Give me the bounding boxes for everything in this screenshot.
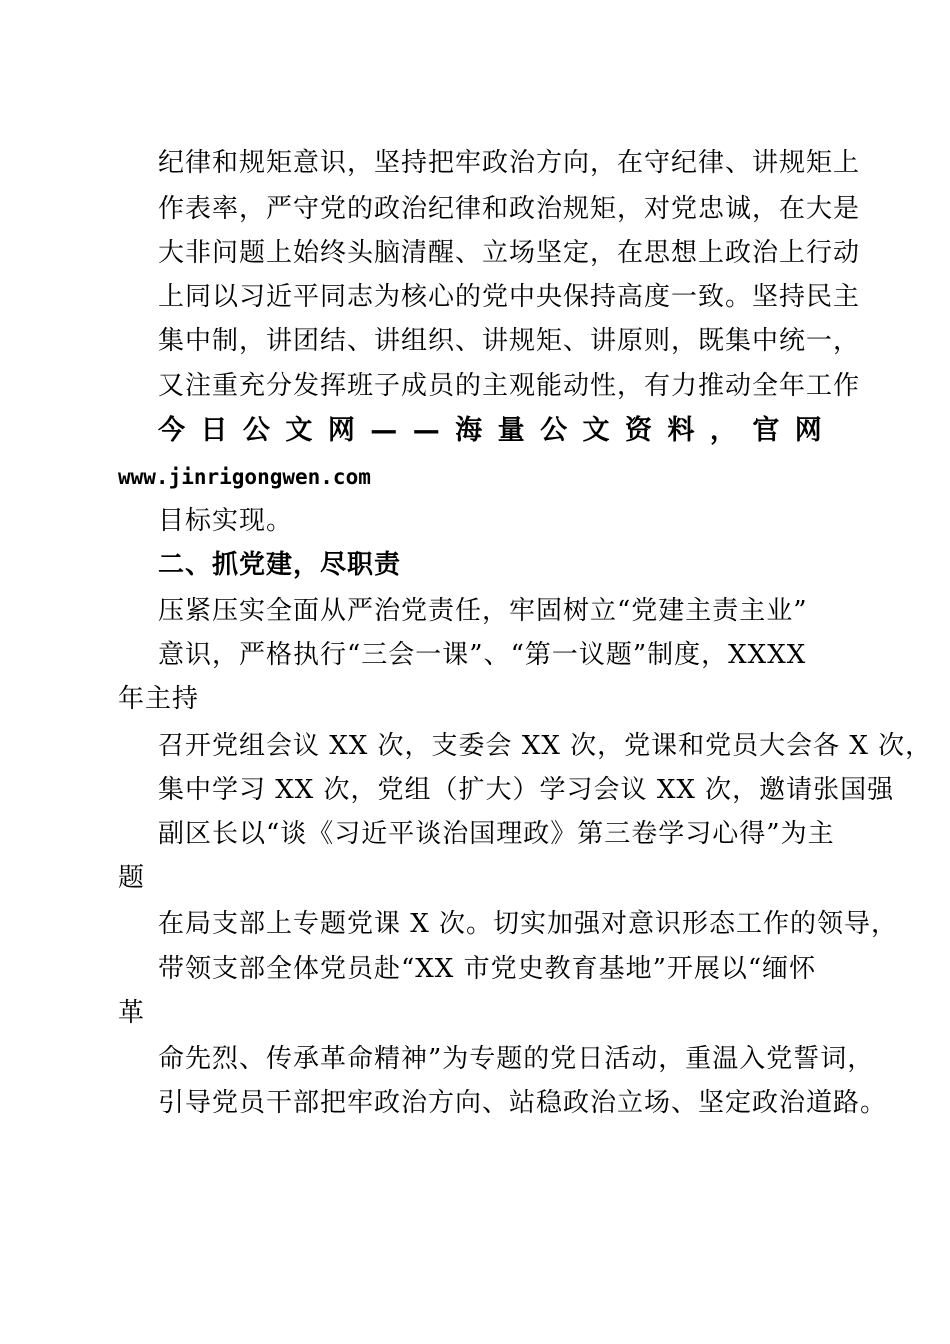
banner-char: 网 [794, 415, 822, 446]
paragraph-line: 纪律和规矩意识，坚持把牢政治方向，在守纪律、讲规矩上 [158, 148, 861, 178]
paragraph-line: 压紧压实全面从严治党责任，牢固树立“党建主责主业” [158, 596, 808, 626]
section-heading: 二、抓党建，尽职责 [158, 550, 402, 580]
paragraph-line: 命先烈、传承革命精神”为专题的党日活动，重温入党誓词， [158, 1044, 875, 1074]
paragraph-line: 革 [118, 998, 146, 1028]
watermark-url: www.jinrigongwen.com [118, 465, 371, 489]
paragraph-line: 上同以习近平同志为核心的党中央保持高度一致。坚持民主 [158, 282, 861, 312]
banner-char: 海 [455, 415, 483, 446]
paragraph-line: 副区长以“谈《习近平谈治国理政》第三卷学习心得”为主 [158, 819, 835, 849]
banner-char: ， [709, 415, 737, 446]
paragraph-line: 题 [118, 863, 146, 893]
banner-char: 资 [624, 415, 652, 446]
banner-char: 公 [540, 415, 568, 446]
paragraph-line: 意识，严格执行“三会一课”、“第一议题”制度，XXXX [158, 640, 807, 670]
banner-char: 公 [242, 415, 270, 446]
banner-char: 文 [285, 415, 313, 446]
watermark-banner [158, 415, 822, 447]
banner-char: 官 [752, 415, 780, 446]
paragraph-line: 作表率，严守党的政治纪律和政治规矩，对党忠诚，在大是 [158, 194, 861, 224]
paragraph-line: 引导党员干部把牢政治方向、站稳政治立场、坚定政治道路。 [158, 1088, 888, 1118]
banner-char: 文 [582, 415, 610, 446]
banner-char: 网 [327, 415, 355, 446]
paragraph-line: 年主持 [118, 684, 200, 714]
banner-char: 今 [158, 415, 185, 446]
paragraph-line: 又注重充分发挥班子成员的主观能动性，有力推动全年工作 [158, 371, 861, 401]
paragraph-line: 目标实现。 [158, 506, 294, 536]
banner-char: — [412, 415, 440, 446]
paragraph-line: 集中学习 XX 次，党组（扩大）学习会议 XX 次，邀请张国强 [158, 775, 895, 805]
banner-char: 料 [667, 415, 695, 446]
banner-char: — [370, 415, 398, 446]
banner-char: 日 [200, 415, 228, 446]
paragraph-line: 在局支部上专题党课 X 次。切实加强对意识形态工作的领导， [158, 909, 899, 939]
paragraph-line: 集中制，讲团结、讲组织、讲规矩、讲原则，既集中统一， [158, 326, 861, 356]
paragraph-line: 带领支部全体党员赴“XX 市党史教育基地”开展以“缅怀 [158, 954, 817, 984]
banner-char: 量 [497, 415, 525, 446]
paragraph-line: 大非问题上始终头脑清醒、立场坚定，在思想上政治上行动 [158, 238, 861, 268]
paragraph-line: 召开党组会议 XX 次，支委会 XX 次，党课和党员大会各 X 次， [158, 731, 933, 761]
